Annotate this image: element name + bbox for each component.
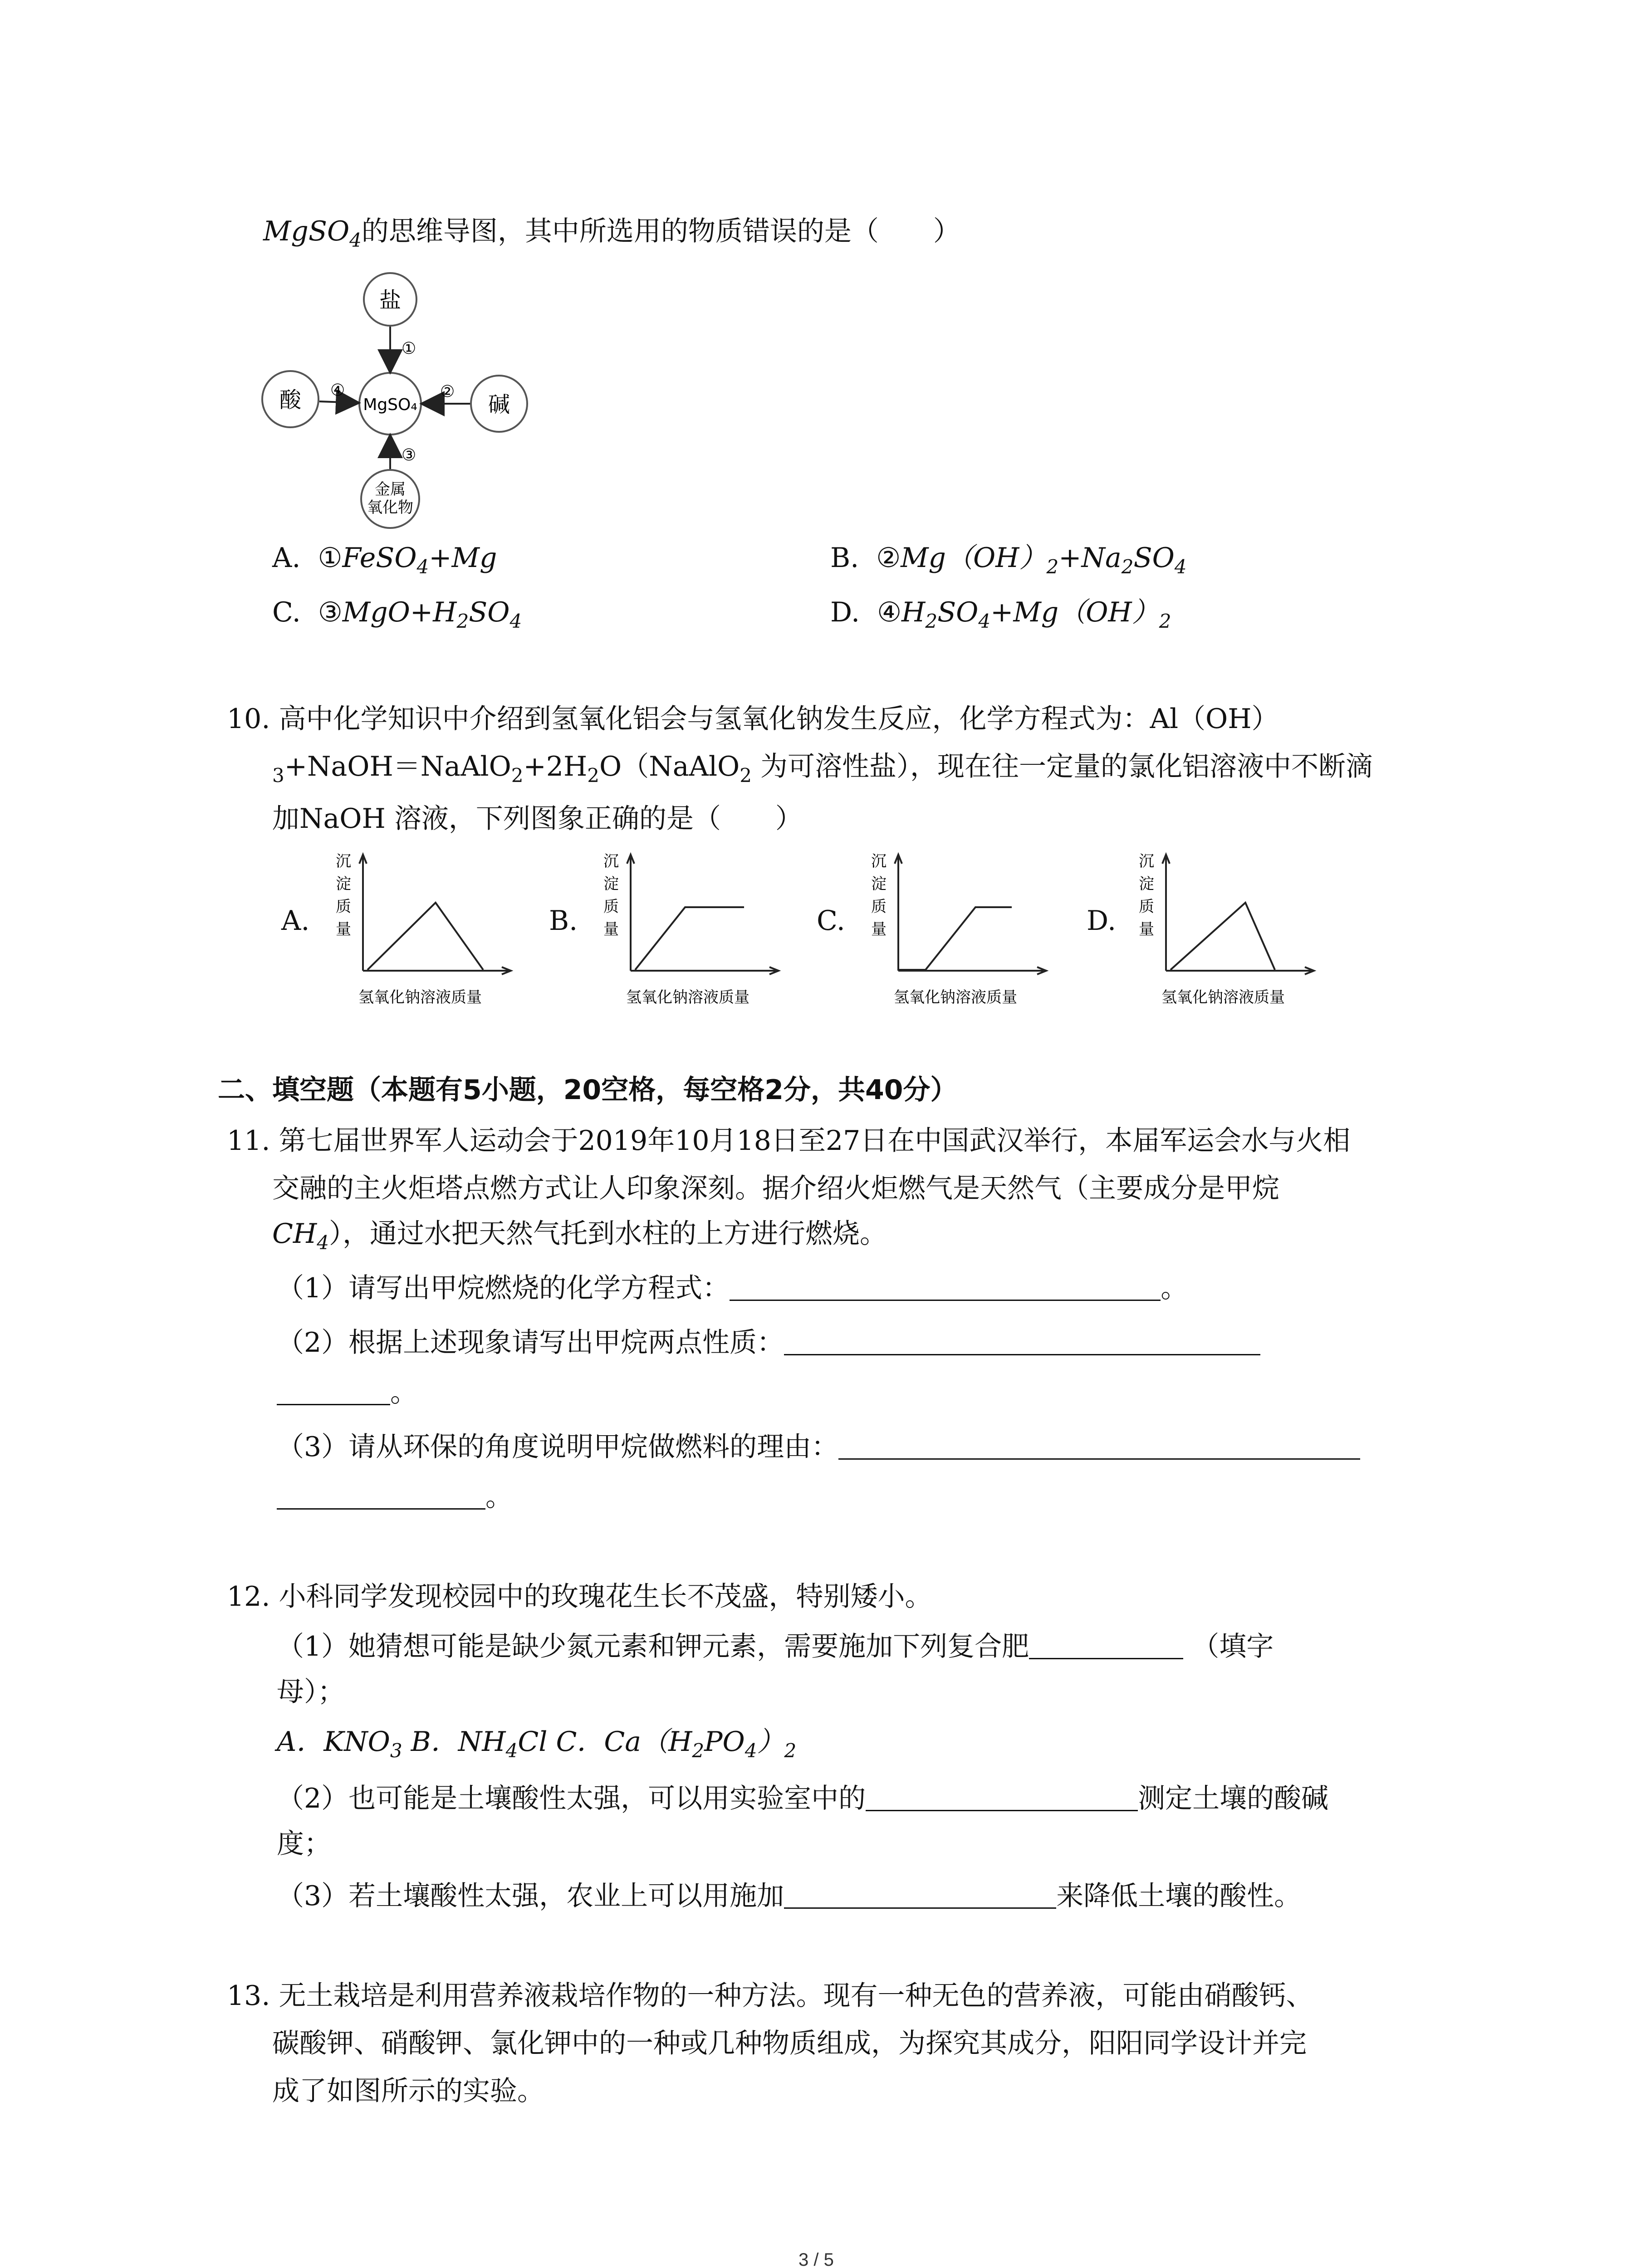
mindmap-center-label: MgSO₄ [363,396,417,414]
q10-line1: 10. 高中化学知识中介绍到氢氧化铝会与氢氧化钠发生反应，化学方程式为：Al（OH） [227,703,1279,735]
q11-number: 11. [227,1125,270,1157]
q10-line3: 加NaOH 溶液，下列图象正确的是（ ） [272,803,803,835]
q9-formula: MgSO [263,215,350,247]
svg-text:量: 量 [336,920,351,938]
q12-part1: （1）她猜想可能是缺少氮元素和钾元素，需要施加下列复合肥 （填字 [277,1631,1274,1662]
q12-part2: （2）也可能是土壤酸性太强，可以用实验室中的 测定土壤的酸碱 [277,1783,1329,1814]
graph-c-curve [898,907,1012,970]
q9-mindmap [254,268,544,540]
q10-number: 10. [227,703,270,735]
q12-answer-3[interactable] [784,1879,1056,1909]
q11-part3: （3）请从环保的角度说明甲烷做燃料的理由： [277,1429,1360,1465]
svg-text:量: 量 [871,920,887,938]
q11-part2-cont: 。 [277,1374,417,1411]
svg-text:氢氧化钠溶液质量: 氢氧化钠溶液质量 [894,988,1017,1007]
mindmap-left-label: 酸 [279,387,302,413]
svg-text:淀: 淀 [603,875,619,893]
q9-intro-text: 的思维导图，其中所选用的物质错误的是（ ） [361,215,960,247]
svg-text:沉: 沉 [336,852,351,870]
svg-text:沉: 沉 [871,852,887,870]
svg-text:淀: 淀 [336,875,351,893]
graph-a-curve [367,903,483,970]
q13-line1: 13. 无土栽培是利用营养液栽培作物的一种方法。现有一种无色的营养液，可能由硝酸钙、 [227,1980,1313,2012]
q13-line3: 成了如图所示的实验。 [272,2075,544,2107]
svg-text:质: 质 [871,898,887,916]
q11-answer-3-cont[interactable] [277,1480,485,1510]
q11-part3-cont: 。 [277,1479,513,1515]
q12-choices: A．$KNO_3$ B．$NH_4Cl$ C．$Ca(H_2PO_4)_2$ [277,1726,797,1762]
q11-answer-2[interactable] [784,1326,1260,1355]
mindmap-arrow-4-label: ④ [330,381,345,400]
svg-text:量: 量 [1139,920,1154,938]
svg-text:氢氧化钠溶液质量: 氢氧化钠溶液质量 [1161,988,1285,1007]
svg-text:质: 质 [603,898,619,916]
svg-text:质: 质 [1139,898,1154,916]
svg-text:淀: 淀 [871,875,887,893]
q10-graph-a [327,848,526,1012]
q13-line2: 碳酸钾、硝酸钾、氯化钾中的一种或几种物质组成，为探究其成分，阳阳同学设计并完 [272,2028,1307,2059]
section-2-title: 二、填空题（本题有5小题，20空格，每空格2分，共40分） [218,1074,958,1106]
mindmap-bottom-label-2: 氧化物 [367,499,413,517]
q12-answer-1[interactable] [1029,1630,1183,1659]
svg-text:淀: 淀 [1139,875,1154,893]
mindmap-top-label: 盐 [379,288,402,313]
q10-line2: $_3+NaOH=NaAlO_2+2H_2O(NaAlO_2$ 为可溶性盐），现在往一定量的氯化铝溶液中不断滴 [272,751,1373,787]
q11-line2: 交融的主火炬塔点燃方式让人印象深刻。据介绍火炬燃气是天然气（主要成分是甲烷 [272,1173,1279,1204]
q12-line1: 12. 小科同学发现校园中的玫瑰花生长不茂盛，特别矮小。 [227,1581,932,1613]
svg-text:沉: 沉 [1139,852,1154,870]
svg-text:氢氧化钠溶液质量: 氢氧化钠溶液质量 [358,988,482,1007]
q11-part2: （2）根据上述现象请写出甲烷两点性质： [277,1325,1260,1361]
q12-answer-2[interactable] [866,1782,1138,1811]
q10-graph-c [862,848,1062,1012]
q11-answer-1[interactable] [730,1271,1161,1301]
q11-part1: （1）请写出甲烷燃烧的化学方程式： 。 [277,1272,1188,1304]
q12-number: 12. [227,1581,270,1613]
svg-text:质: 质 [336,898,351,916]
q11-answer-2-cont[interactable] [277,1376,390,1405]
page-number: 3 / 5 [798,2250,834,2268]
q11-line3: $CH_4$），通过水把天然气托到水柱的上方进行燃烧。 [272,1218,887,1254]
graph-d-curve [1171,903,1275,970]
q11-answer-3[interactable] [838,1430,1360,1460]
mindmap-arrow-1-label: ① [402,339,416,358]
q10-graph-a-label[interactable]: A. [281,905,310,937]
q10-graph-b-label[interactable]: B. [549,905,578,937]
mindmap-arrow-4 [319,401,358,403]
q10-graph-d-label[interactable]: D. [1087,905,1117,937]
q12-part2-cont: 度； [277,1828,331,1860]
mindmap-arrow-3-label: ③ [402,446,416,464]
mindmap-bottom-label-1: 金属 [375,480,406,499]
q9-option-d[interactable]: D. $④H_2SO_4+Mg(OH)_2$ [830,596,1171,632]
graph-b-curve [635,907,744,970]
q9-option-a[interactable]: A. ①FeSO$_4$+Mg [272,542,497,578]
q10-graph-d [1130,848,1329,1012]
mindmap-arrow-2-label: ② [440,382,455,401]
mindmap-right-label: 碱 [488,392,510,417]
q9-option-b[interactable]: B. $②Mg(OH)_2+Na_2SO_4$ [830,542,1187,578]
svg-text:沉: 沉 [603,852,619,870]
q11-line1: 11. 第七届世界军人运动会于2019年10月18日至27日在中国武汉举行，本届军运会水与火相 [227,1125,1351,1157]
svg-text:氢氧化钠溶液质量: 氢氧化钠溶液质量 [626,988,749,1007]
q12-part3: （3）若土壤酸性太强，农业上可以用施加 来降低土壤的酸性。 [277,1880,1302,1912]
svg-text:量: 量 [603,920,619,938]
q9-intro: MgSO$_4$的思维导图，其中所选用的物质错误的是（ ） [263,215,960,251]
q10-graph-b [594,848,794,1012]
q10-graph-c-label[interactable]: C. [817,905,845,937]
q12-part1-cont: 母）； [277,1676,345,1708]
q13-number: 13. [227,1980,270,2012]
q9-option-c[interactable]: C. $③MgO+H_2SO_4$ [272,596,522,632]
